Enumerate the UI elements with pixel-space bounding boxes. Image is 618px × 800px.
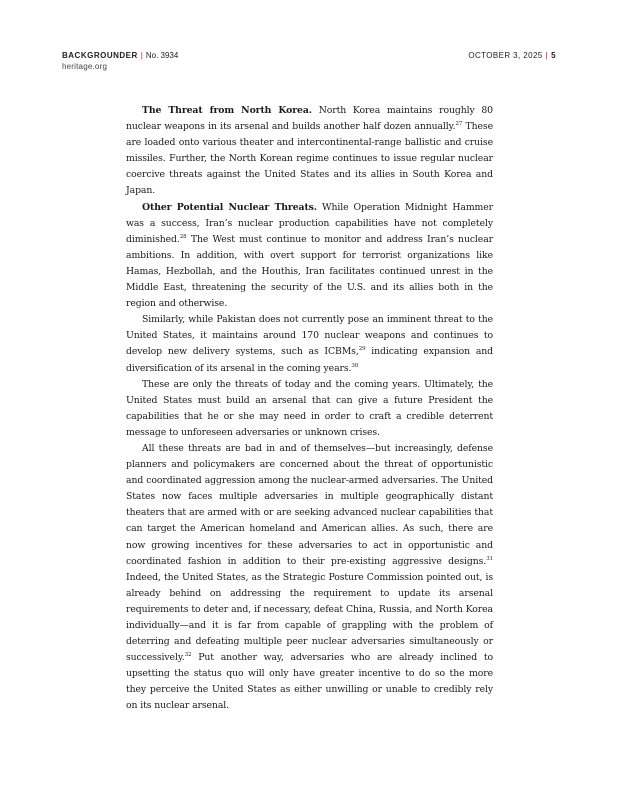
footnote-ref-30: 30 bbox=[351, 362, 359, 369]
footnote-ref-28: 28 bbox=[179, 233, 187, 240]
paragraph-text: All these threats are bad in and of themselves—but increasingly, defense planners and policymakers are concerned about the threat of opportunistic and coordinated aggression among the nuclear-armed adversaries. The United States now faces multiple adversaries in multiple geographically distant theaters that are armed with or are seeking advanced nuclear capabilities that can target the American homeland and American allies. As such, there are now growing incentives for these adversaries to act in opportunistic and coordinated fashion in addition to their pre-existing aggressive designs. bbox=[126, 442, 493, 567]
paragraph-text: Indeed, the United States, as the Strategic Posture Commission pointed out, is already behind on addressing the requirement to update its arsenal requirements to deter and, if necessary, defeat China, Russia, and North Korea individually—and it is far from capable of grappling with the problem of deterring and defeating multiple peer nuclear adversaries simultaneously or successively. bbox=[126, 571, 493, 664]
paragraph-north-korea bbox=[126, 103, 493, 200]
footnote-ref-31: 31 bbox=[486, 555, 493, 562]
body-text bbox=[126, 103, 493, 715]
paragraph-text: These are loaded onto various theater and intercontinental-range ballistic and cruise missiles. Further, the North Korean regime continues to issue regular nuclear coercive threats against the United States and its allies in South Korea and Japan. bbox=[126, 121, 493, 197]
paragraph-pakistan bbox=[126, 312, 493, 376]
footnote-ref-29: 29 bbox=[358, 346, 366, 353]
paragraph-text: Similarly, while Pakistan does not currently pose an imminent threat to the United States, it maintains around 170 nuclear weapons and continues to develop new delivery systems, such as ICBMs, bbox=[126, 314, 493, 358]
page-number: 5 bbox=[551, 51, 556, 60]
paragraph-text: The West must continue to monitor and address Iran’s nuclear ambitions. In addition, with overt support for terrorist organizations like Hamas, Hezbollah, and the Houthis, Iran facilitates continued unrest in the Middle East, threatening the security of the U.S. and its allies both in the region and otherwise. bbox=[126, 233, 493, 310]
report-number: No. 3934 bbox=[145, 51, 179, 60]
paragraph-other-threats bbox=[126, 200, 493, 313]
paragraph-text: These are only the threats of today and the coming years. Ultimately, the United States must build an arsenal that can give a future President the capabilities that he or she may need in order to craft a credible deterrent message to unforeseen adversaries or unknown crises. bbox=[126, 378, 493, 438]
paragraph-text: North Korea maintains roughly 80 nuclear weapons in its arsenal and builds another half dozen annually. bbox=[126, 105, 493, 133]
paragraph-text: indicating expansion and diversification of its arsenal in the coming years. bbox=[126, 346, 493, 374]
header-right bbox=[468, 50, 556, 61]
publication-date: OCTOBER 3, 2025 bbox=[468, 51, 543, 60]
paragraph-future-threats bbox=[126, 377, 493, 441]
paragraph-text: While Operation Midnight Hammer was a success, Iran’s nuclear production capabilities have not completely diminished. bbox=[126, 201, 493, 245]
page-separator: | bbox=[545, 51, 549, 60]
section-heading-north-korea: The Threat from North Korea. bbox=[142, 105, 312, 116]
section-heading-other-threats: Other Potential Nuclear Threats. bbox=[142, 201, 317, 213]
paragraph-text: Put another way, adversaries who are already inclined to upsetting the status quo will only have greater incentive to do so the more they perceive the United States as either unwilling or unable to credibly rely on its nuclear arsenal. bbox=[126, 652, 493, 712]
footnote-ref-32: 32 bbox=[184, 652, 192, 659]
paragraph-coordinated-aggression bbox=[126, 441, 493, 715]
site-url: heritage.org bbox=[62, 62, 108, 71]
header-separator: | bbox=[140, 51, 143, 60]
footnote-ref-27: 27 bbox=[455, 121, 463, 128]
series-label: BACKGROUNDER bbox=[62, 51, 138, 60]
header-left bbox=[62, 50, 178, 72]
